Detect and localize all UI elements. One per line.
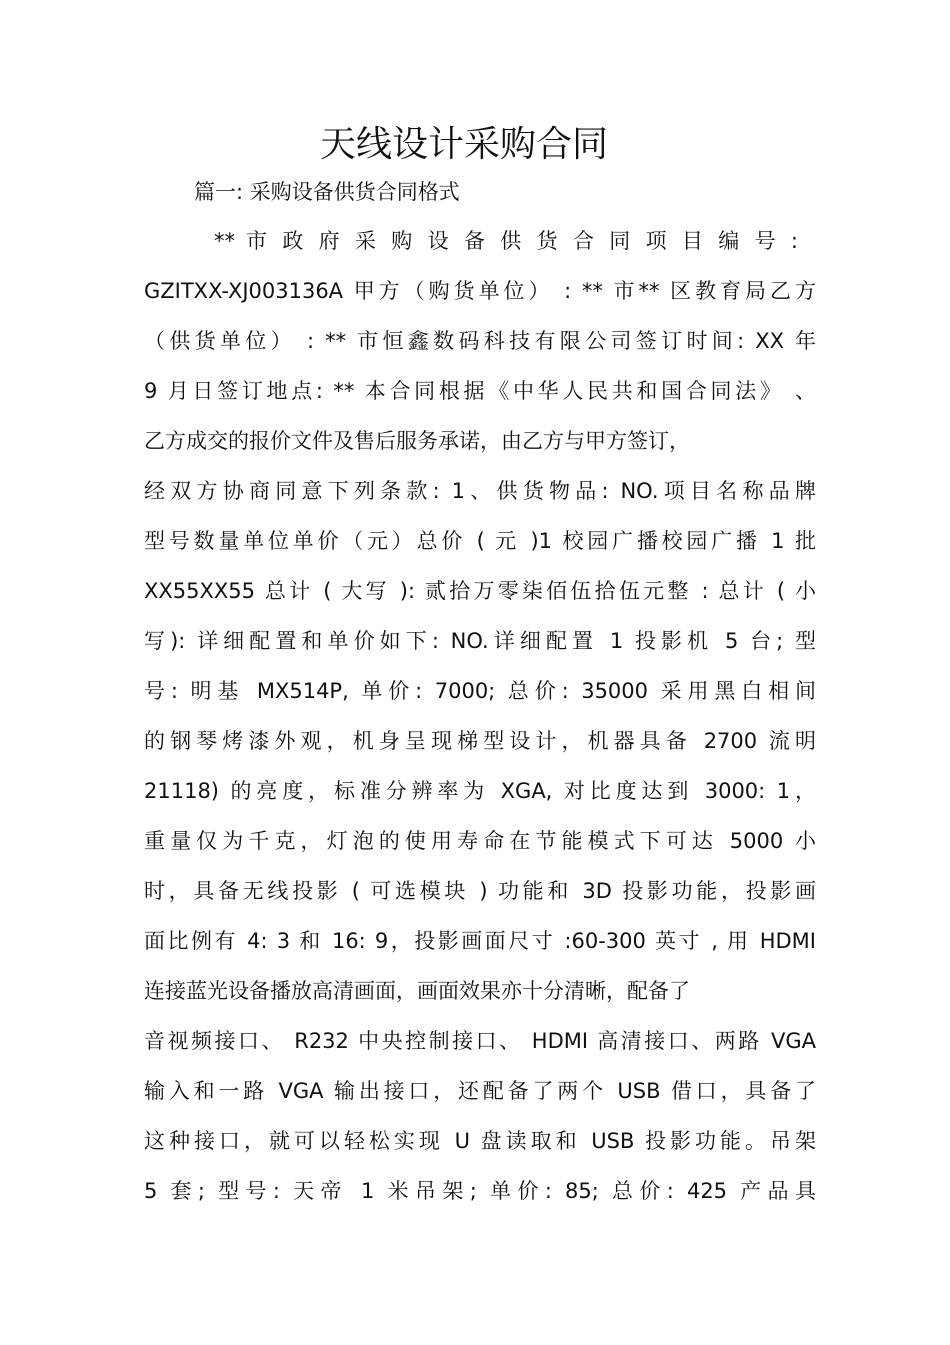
body-line: 型号数量单位单价（元）总价 ( 元 )1 校园广播校园广播 1 批: [144, 529, 816, 553]
body-line: 的钢琴烤漆外观，机身呈现梯型设计，机器具备 2700 流明: [144, 729, 816, 753]
body-line: （供货单位） : ** 市恒鑫数码科技有限公司签订时间: XX 年: [144, 329, 816, 353]
body-line: 连接蓝光设备播放高清画面，画面效果亦十分清晰，配备了: [144, 979, 690, 1003]
body-line: 面比例有 4: 3 和 16: 9，投影画面尺寸 :60-300 英寸 , 用 HDMI: [144, 929, 816, 953]
body-line: 乙方成交的报价文件及售后服务承诺，由乙方与甲方签订，: [144, 429, 690, 453]
body-line: 这种接口，就可以轻松实现 U 盘读取和 USB 投影功能。吊架: [144, 1129, 816, 1153]
body-line: 9 月日签订地点: ** 本合同根据《中华人民共和国合同法》 、: [144, 379, 816, 403]
body-line: 重量仅为千克，灯泡的使用寿命在节能模式下可达 5000 小: [144, 829, 816, 853]
body-line: 21118) 的亮度，标准分辨率为 XGA, 对比度达到 3000: 1，: [144, 779, 816, 803]
body-line: 输入和一路 VGA 输出接口，还配备了两个 USB 借口，具备了: [144, 1079, 816, 1103]
body-line: 时，具备无线投影 ( 可选模块 ) 功能和 3D 投影功能，投影画: [144, 879, 816, 903]
body-line: GZITXX-XJ003136A 甲方（购货单位） : ** 市** 区教育局乙方: [144, 279, 816, 303]
body-line: 经双方协商同意下列条款: 1、供货物品: NO.项目名称品牌: [144, 479, 816, 503]
body-line: ** 市 政 府 采 购 设 备 供 货 合 同 项 目 编 号 :: [214, 229, 798, 253]
body-line: 5 套; 型号: 天帝 1 米吊架; 单价: 85; 总价: 425 产品具: [144, 1179, 816, 1203]
body-line: 写): 详细配置和单价如下: NO.详细配置 1 投影机 5 台; 型: [144, 629, 816, 653]
document-title: 天线设计采购合同: [319, 124, 608, 165]
body-line: 号: 明基 MX514P, 单价: 7000; 总价: 35000 采用黑白相间: [144, 679, 816, 703]
document-subtitle: 篇一: 采购设备供货合同格式: [194, 180, 460, 204]
body-line: XX55XX55 总计 ( 大写 ): 贰拾万零柒佰伍拾伍元整 : 总计 ( 小: [144, 579, 816, 603]
body-line: 音视频接口、 R232 中央控制接口、 HDMI 高清接口、两路 VGA: [144, 1029, 816, 1053]
